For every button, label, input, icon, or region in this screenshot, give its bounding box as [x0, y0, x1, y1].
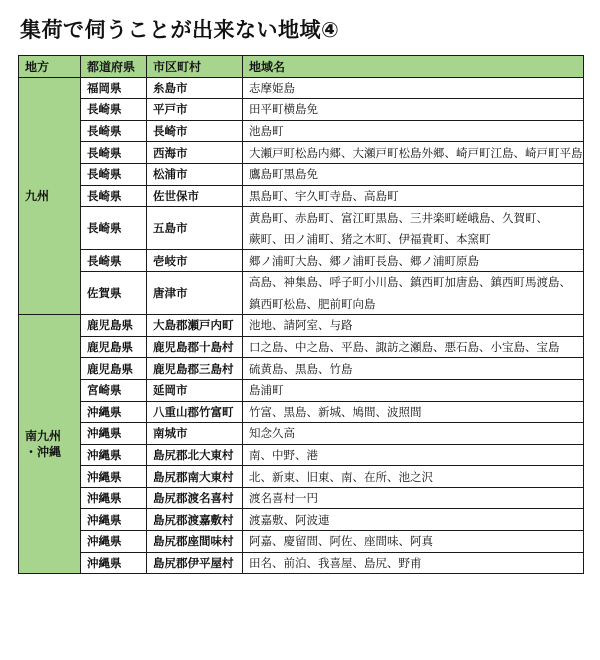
prefecture-cell: 長崎県: [81, 250, 147, 272]
area-name-cell: 黄島町、赤島町、富江町黒島、三井楽町嵯峨島、久賀町、: [243, 207, 584, 229]
area-name-cell: 池島町: [243, 120, 584, 142]
prefecture-cell: 長崎県: [81, 163, 147, 185]
area-name-cell: 田名、前泊、我喜屋、島尻、野甫: [243, 552, 584, 574]
city-cell: 佐世保市: [147, 185, 243, 207]
table-row: [19, 163, 584, 185]
prefecture-cell: 佐賀県: [81, 271, 147, 314]
region-cell: 南九州 ・沖縄: [19, 315, 81, 574]
prefecture-cell: 沖縄県: [81, 444, 147, 466]
table-row: [19, 99, 584, 121]
header-city: 市区町村: [147, 56, 243, 78]
prefecture-cell: 沖縄県: [81, 401, 147, 423]
table-row: [19, 271, 584, 293]
table-row: [19, 401, 584, 423]
city-cell: 鹿児島郡十島村: [147, 336, 243, 358]
table-row: [19, 509, 584, 531]
area-name-cell: 竹富、黒島、新城、鳩間、波照間: [243, 401, 584, 423]
prefecture-cell: 沖縄県: [81, 552, 147, 574]
city-cell: 延岡市: [147, 379, 243, 401]
table-row: [19, 185, 584, 207]
city-cell: 八重山郡竹富町: [147, 401, 243, 423]
table-row: [19, 120, 584, 142]
area-name-cell: 渡嘉敷、阿波連: [243, 509, 584, 531]
city-cell: 西海市: [147, 142, 243, 164]
city-cell: 五島市: [147, 207, 243, 250]
prefecture-cell: 鹿児島県: [81, 336, 147, 358]
area-name-cell: 黒島町、宇久町寺島、高島町: [243, 185, 584, 207]
city-cell: 島尻郡渡嘉敷村: [147, 509, 243, 531]
table-row: [19, 142, 584, 164]
city-cell: 島尻郡南大東村: [147, 466, 243, 488]
area-name-cell: 池地、請阿室、与路: [243, 315, 584, 337]
area-name-cell: 志摩姫島: [243, 77, 584, 99]
header-area: 地域名: [243, 56, 584, 78]
prefecture-cell: 沖縄県: [81, 487, 147, 509]
table-body: [19, 77, 584, 574]
table-row: [19, 444, 584, 466]
area-table: [18, 55, 584, 574]
area-name-cell: 大瀬戸町松島内郷、大瀬戸町松島外郷、崎戸町江島、崎戸町平島: [243, 142, 584, 164]
prefecture-cell: 沖縄県: [81, 531, 147, 553]
city-cell: 南城市: [147, 423, 243, 445]
prefecture-cell: 長崎県: [81, 207, 147, 250]
table-row: [19, 379, 584, 401]
table-row: [19, 315, 584, 337]
city-cell: 島尻郡伊平屋村: [147, 552, 243, 574]
prefecture-cell: 宮崎県: [81, 379, 147, 401]
city-cell: 島尻郡北大東村: [147, 444, 243, 466]
table-row: [19, 358, 584, 380]
table-row: [19, 531, 584, 553]
city-cell: 松浦市: [147, 163, 243, 185]
table-row: [19, 336, 584, 358]
prefecture-cell: 長崎県: [81, 185, 147, 207]
prefecture-cell: 鹿児島県: [81, 358, 147, 380]
prefecture-cell: 長崎県: [81, 142, 147, 164]
prefecture-cell: 福岡県: [81, 77, 147, 99]
prefecture-cell: 沖縄県: [81, 423, 147, 445]
city-cell: 大島郡瀬戸内町: [147, 315, 243, 337]
table-header-row: [19, 56, 584, 78]
area-name-cell: 蕨町、田ノ浦町、猪之木町、伊福貴町、本窯町: [243, 228, 584, 250]
table-row: [19, 487, 584, 509]
city-cell: 島尻郡渡名喜村: [147, 487, 243, 509]
table-row: [19, 77, 584, 99]
header-prefecture: 都道府県: [81, 56, 147, 78]
prefecture-cell: 沖縄県: [81, 509, 147, 531]
city-cell: 糸島市: [147, 77, 243, 99]
city-cell: 唐津市: [147, 271, 243, 314]
area-name-cell: 北、新東、旧東、南、在所、池之沢: [243, 466, 584, 488]
prefecture-cell: 沖縄県: [81, 466, 147, 488]
area-name-cell: 田平町横島免: [243, 99, 584, 121]
area-name-cell: 鎮西町松島、肥前町向島: [243, 293, 584, 315]
area-name-cell: 硫黄島、黒島、竹島: [243, 358, 584, 380]
city-cell: 平戸市: [147, 99, 243, 121]
area-name-cell: 渡名喜村一円: [243, 487, 584, 509]
table-row: [19, 466, 584, 488]
area-name-cell: 知念久高: [243, 423, 584, 445]
table-row: [19, 423, 584, 445]
table-row: [19, 552, 584, 574]
area-name-cell: 口之島、中之島、平島、諏訪之瀬島、悪石島、小宝島、宝島: [243, 336, 584, 358]
city-cell: 鹿児島郡三島村: [147, 358, 243, 380]
region-cell: 九州: [19, 77, 81, 315]
page-title: 集荷で伺うことが出来ない地域④: [20, 18, 340, 42]
table-row: [19, 250, 584, 272]
area-name-cell: 阿嘉、慶留間、阿佐、座間味、阿真: [243, 531, 584, 553]
area-name-cell: 南、中野、港: [243, 444, 584, 466]
area-name-cell: 郷ノ浦町大島、郷ノ浦町長島、郷ノ浦町原島: [243, 250, 584, 272]
area-name-cell: 島浦町: [243, 379, 584, 401]
prefecture-cell: 長崎県: [81, 99, 147, 121]
city-cell: 島尻郡座間味村: [147, 531, 243, 553]
city-cell: 長崎市: [147, 120, 243, 142]
area-name-cell: 鷹島町黒島免: [243, 163, 584, 185]
area-name-cell: 高島、神集島、呼子町小川島、鎮西町加唐島、鎮西町馬渡島、: [243, 271, 584, 293]
header-region: 地方: [19, 56, 81, 78]
table-row: [19, 207, 584, 229]
prefecture-cell: 鹿児島県: [81, 315, 147, 337]
prefecture-cell: 長崎県: [81, 120, 147, 142]
city-cell: 壱岐市: [147, 250, 243, 272]
